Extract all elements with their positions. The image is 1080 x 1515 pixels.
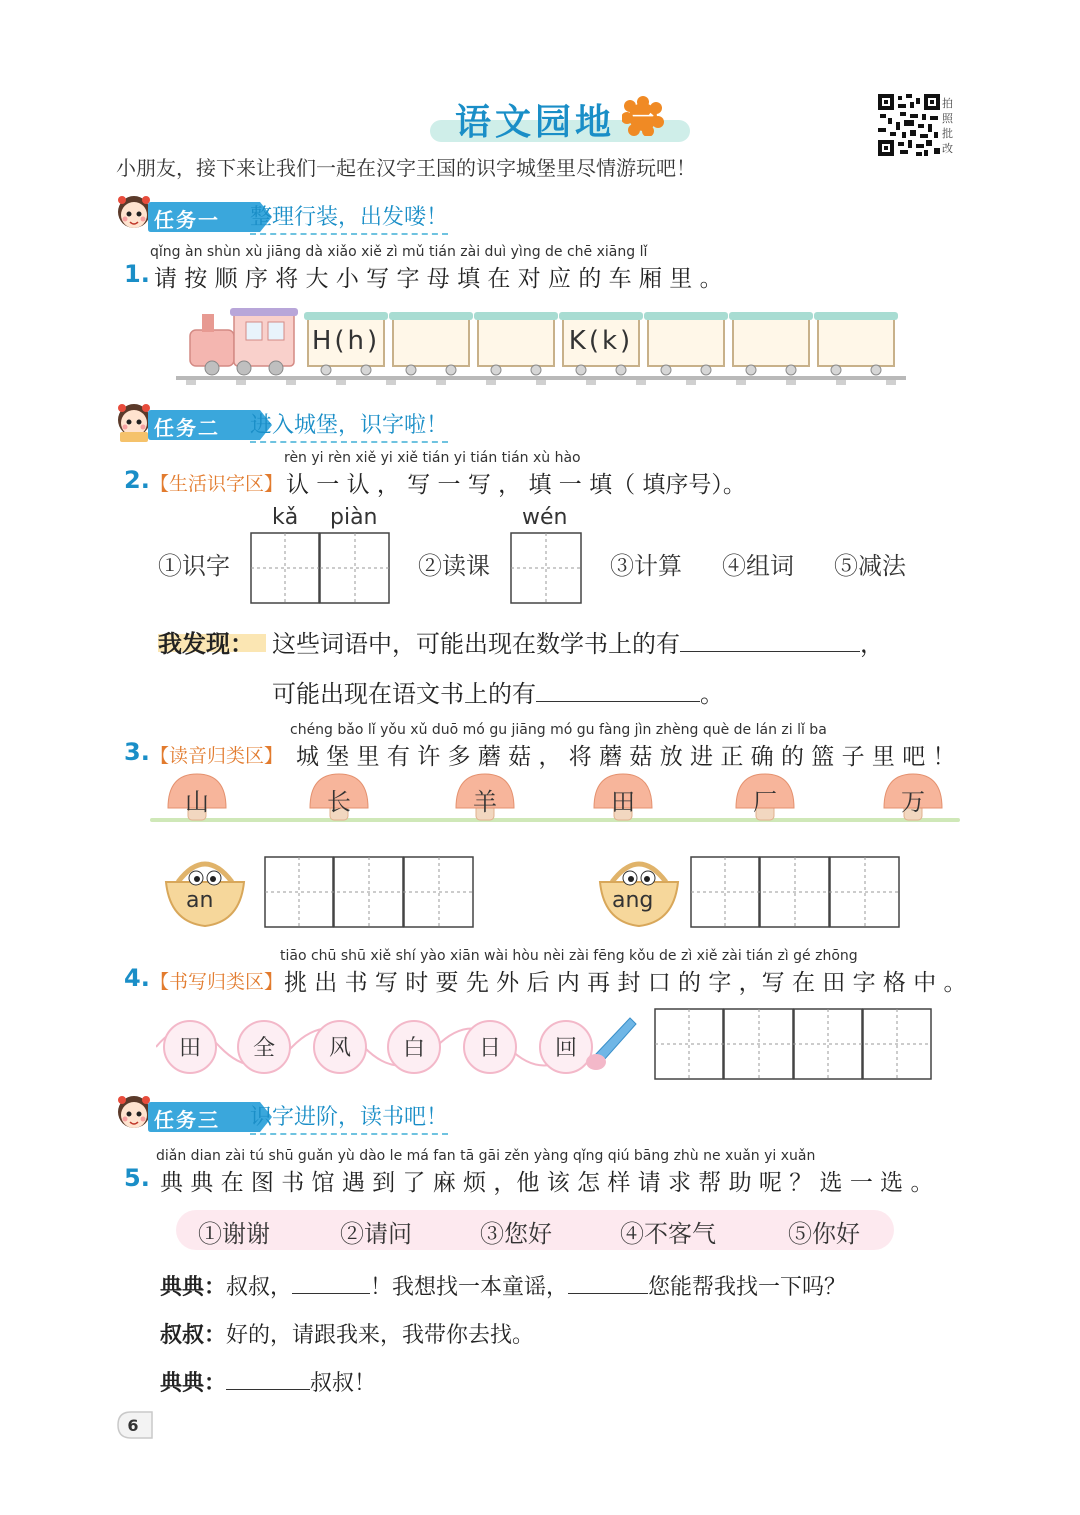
train-car-4: K(k) <box>568 326 634 356</box>
discover-label: 我发现： <box>158 629 254 658</box>
q5-option-5[interactable]: ⑤你好 <box>788 1220 860 1248</box>
qr-code-icon[interactable] <box>878 94 940 156</box>
task-label: 任务一 <box>154 208 220 232</box>
basket-label-ang: ang <box>612 888 654 913</box>
shape-char-1[interactable]: 田 <box>178 1036 201 1061</box>
q5-option-2[interactable]: ②请问 <box>340 1220 412 1248</box>
speaker-shushu: 叔叔： <box>160 1322 227 1348</box>
tianzige-box-kapian[interactable] <box>250 532 390 604</box>
q4-zone: 【书写归类区】 <box>150 971 284 993</box>
q1-text: 请 按 顺 序 将 大 小 写 字 母 填 在 对 应 的 车 厢 里 。 <box>154 266 723 292</box>
q5-option-4[interactable]: ④不客气 <box>620 1220 716 1248</box>
qr-caption: 拍照批改 <box>942 97 953 155</box>
task-banner-2 <box>114 406 474 442</box>
tianzige-row-ang[interactable] <box>690 856 900 928</box>
dialogue-text: ！我想找一本童谣， <box>370 1275 569 1300</box>
q5-number: 5. <box>124 1164 150 1192</box>
pinyin-wen: wén <box>522 505 568 530</box>
mushroom-char-2[interactable]: 长 <box>327 788 351 816</box>
option-1: ①识字 <box>158 552 230 580</box>
speaker-diandian: 典典： <box>160 1370 227 1396</box>
locomotive-icon <box>190 308 298 375</box>
pinyin-ka: kǎ <box>272 505 299 530</box>
mushroom-char-4[interactable]: 田 <box>611 788 635 816</box>
paintbrush-icon <box>586 1018 636 1070</box>
q2-zone: 【生活识字区】 <box>150 473 284 495</box>
q4-pinyin: tiāo chū shū xiě shí yào xiān wài hòu nèi zài fēng kǒu de zì xiě zài tián zì gé zhōng <box>280 948 858 964</box>
dialogue-line-2 <box>160 1318 534 1349</box>
mushroom-char-5[interactable]: 厂 <box>753 788 777 816</box>
speaker-diandian: 典典： <box>160 1274 227 1300</box>
dialogue-line-1 <box>160 1270 846 1301</box>
tianzige-box-wen[interactable] <box>510 532 582 604</box>
discover-line-1 <box>272 624 884 659</box>
shape-char-4[interactable]: 白 <box>402 1036 425 1061</box>
q2-text: 认 一 认 ， 写 一 写 ， 填 一 填（ 填序号）。 <box>286 472 746 498</box>
train-illustration <box>176 304 906 388</box>
q5-option-1[interactable]: ①谢谢 <box>198 1220 270 1248</box>
mushroom-char-3[interactable]: 羊 <box>473 788 497 816</box>
discover-line-1-text: 这些词语中，可能出现在数学书上的有 <box>272 630 680 658</box>
q2-pinyin: rèn yi rèn xiě yi xiě tián yi tián tián xù hào <box>284 450 581 466</box>
q5-pinyin: diǎn dian zài tú shū guǎn yù dào le má fan tā gāi zěn yàng qǐng qiú bāng zhù ne xuǎn yi xuǎn <box>156 1148 816 1164</box>
task-subtitle: 识字进阶，读书吧！ <box>250 1100 448 1135</box>
page-number: 6 <box>127 1416 139 1435</box>
dialogue-text: 您能帮我找一下吗？ <box>648 1275 847 1300</box>
task-label: 任务三 <box>154 1108 220 1132</box>
train-car-1: H(h) <box>311 326 381 356</box>
discover-line-2 <box>272 674 724 709</box>
mushroom-row <box>150 768 960 832</box>
q2-number: 2. <box>124 466 150 494</box>
tianzige-row-an[interactable] <box>264 856 474 928</box>
option-2: ②读课 <box>418 552 490 580</box>
dialogue-text: 叔叔， <box>226 1275 293 1300</box>
answer-blank-math[interactable] <box>680 629 860 652</box>
mushroom-icon <box>168 774 942 820</box>
task-label: 任务二 <box>154 416 220 440</box>
task-subtitle: 进入城堡，识字啦！ <box>250 408 448 443</box>
shape-char-2[interactable]: 全 <box>252 1036 275 1061</box>
q5-text: 典 典 在 图 书 馆 遇 到 了 麻 烦 ，他 该 怎 样 请 求 帮 助 呢 ？ 选 一 选 。 <box>160 1170 934 1196</box>
line1-end: ， <box>860 630 884 658</box>
q1-pinyin: qǐng àn shùn xù jiāng dà xiǎo xiě zì mǔ tián zài duì yìng de chē xiāng lǐ <box>150 244 648 260</box>
answer-blank-3[interactable] <box>226 1369 310 1390</box>
q5-option-3[interactable]: ③您好 <box>480 1220 552 1248</box>
line2-end: 。 <box>700 680 724 708</box>
tianzige-row-q4[interactable] <box>654 1008 932 1080</box>
dialogue-text: 好的，请跟我来，我带你去找。 <box>226 1323 535 1348</box>
q3-text: 城 堡 里 有 许 多 蘑 菇 ， 将 蘑 菇 放 进 正 确 的 篮 子 里 吧 ！ <box>296 744 956 770</box>
option-4: ④组词 <box>722 552 794 580</box>
shape-char-6[interactable]: 回 <box>554 1036 577 1061</box>
dialogue-line-3 <box>160 1366 376 1397</box>
q3-number: 3. <box>124 738 150 766</box>
mushroom-char-6[interactable]: 万 <box>901 788 925 816</box>
shape-char-5[interactable]: 日 <box>478 1036 501 1061</box>
q3-zone: 【读音归类区】 <box>150 745 284 767</box>
flower-badge-icon <box>622 96 664 136</box>
pinyin-pian: piàn <box>330 505 378 530</box>
basket-label-an: an <box>186 888 214 913</box>
q1-number: 1. <box>124 260 150 288</box>
page-number-badge <box>116 1410 154 1440</box>
dialogue-text: 叔叔！ <box>310 1371 377 1396</box>
answer-blank-chinese[interactable] <box>536 679 700 702</box>
q3-pinyin: chéng bǎo lǐ yǒu xǔ duō mó gu jiāng mó gu fàng jìn zhèng què de lán zi lǐ ba <box>290 722 827 738</box>
task-subtitle: 整理行装，出发喽！ <box>250 200 448 235</box>
answer-blank-2[interactable] <box>568 1273 648 1294</box>
task-banner-1 <box>114 198 474 234</box>
page-title: 语文园地 <box>455 102 616 143</box>
task-banner-3 <box>114 1098 474 1134</box>
discover-line-2-text: 可能出现在语文书上的有 <box>272 680 536 708</box>
option-5: ⑤减法 <box>834 552 906 580</box>
option-3: ③计算 <box>610 552 682 580</box>
shape-char-3[interactable]: 风 <box>328 1036 351 1061</box>
q4-text: 挑 出 书 写 时 要 先 外 后 内 再 封 口 的 字 ，写 在 田 字 格 中 。 <box>284 970 967 996</box>
q4-number: 4. <box>124 964 150 992</box>
intro-text: 小朋友，接下来让我们一起在汉字王国的识字城堡里尽情游玩吧！ <box>116 156 696 180</box>
badge-label: 一 <box>631 106 655 131</box>
mushroom-char-1[interactable]: 山 <box>185 788 209 816</box>
answer-blank-1[interactable] <box>292 1273 370 1294</box>
